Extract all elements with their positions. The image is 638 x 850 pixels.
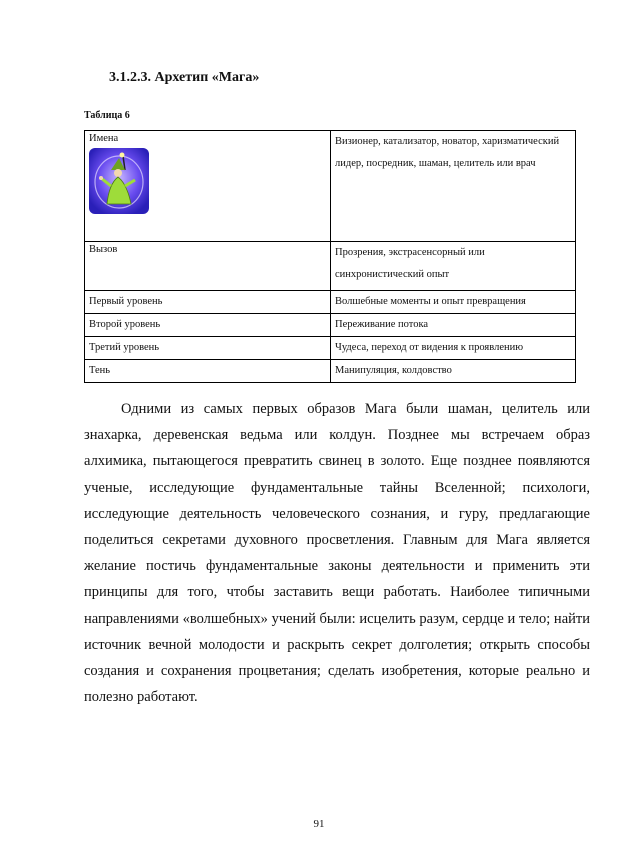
table-cell-value: Волшебные моменты и опыт превращения (331, 291, 576, 314)
table-cell-value: Чудеса, переход от видения к проявлению (331, 337, 576, 360)
table-cell-value: Визионер, катализатор, новатор, харизматический лидер, посредник, шаман, целитель или врач (331, 131, 576, 242)
page-number: 91 (313, 818, 325, 830)
table-cell-value: Манипуляция, колдовство (331, 360, 576, 383)
section-title: 3.1.2.3. Архетип «Мага» (109, 70, 260, 85)
archetype-table (84, 130, 576, 383)
table-cell-value: Прозрения, экстрасенсорный или синхронистический опыт (331, 242, 576, 291)
table-row (85, 291, 576, 314)
row-label: Первый уровень (85, 291, 331, 314)
table-row (85, 131, 576, 242)
body-paragraph: Одними из самых первых образов Мага были шаман, целитель или знахарка, деревенская ведьма или колдун. Позднее мы встречаем образ алхимика, пытающегося превратить свинец в золото. Еще позднее появляются ученые, исследующие фундаментальные тайны Вселенной; психологи, исследующие деятельность человеческого сознания, и гуру, предлагающие поделиться секретами духовного просветления. Главным для Мага является желание постичь фундаментальные законы деятельности и применить эти принципы для того, чтобы заставить вещи работать. Наиболее типичными направлениями «волшебных» учений были: исцелить разум, сердце и тело; найти источник вечной молодости и раскрыть секрет долголетия; открыть способы создания и сохранения процветания; сделать изобретения, которые реально и полезно работают. (84, 401, 590, 706)
table-row (85, 337, 576, 360)
table-row (85, 360, 576, 383)
row-label: Второй уровень (85, 314, 331, 337)
row-label: Вызов (85, 242, 331, 291)
table-row (85, 314, 576, 337)
row-label: Имена (89, 133, 119, 144)
row-label: Тень (85, 360, 331, 383)
table-cell-label (85, 131, 331, 242)
magician-illustration (89, 148, 149, 214)
table-row (85, 242, 576, 291)
table-cell-value: Переживание потока (331, 314, 576, 337)
row-label: Третий уровень (85, 337, 331, 360)
table-caption: Таблица 6 (84, 110, 130, 121)
